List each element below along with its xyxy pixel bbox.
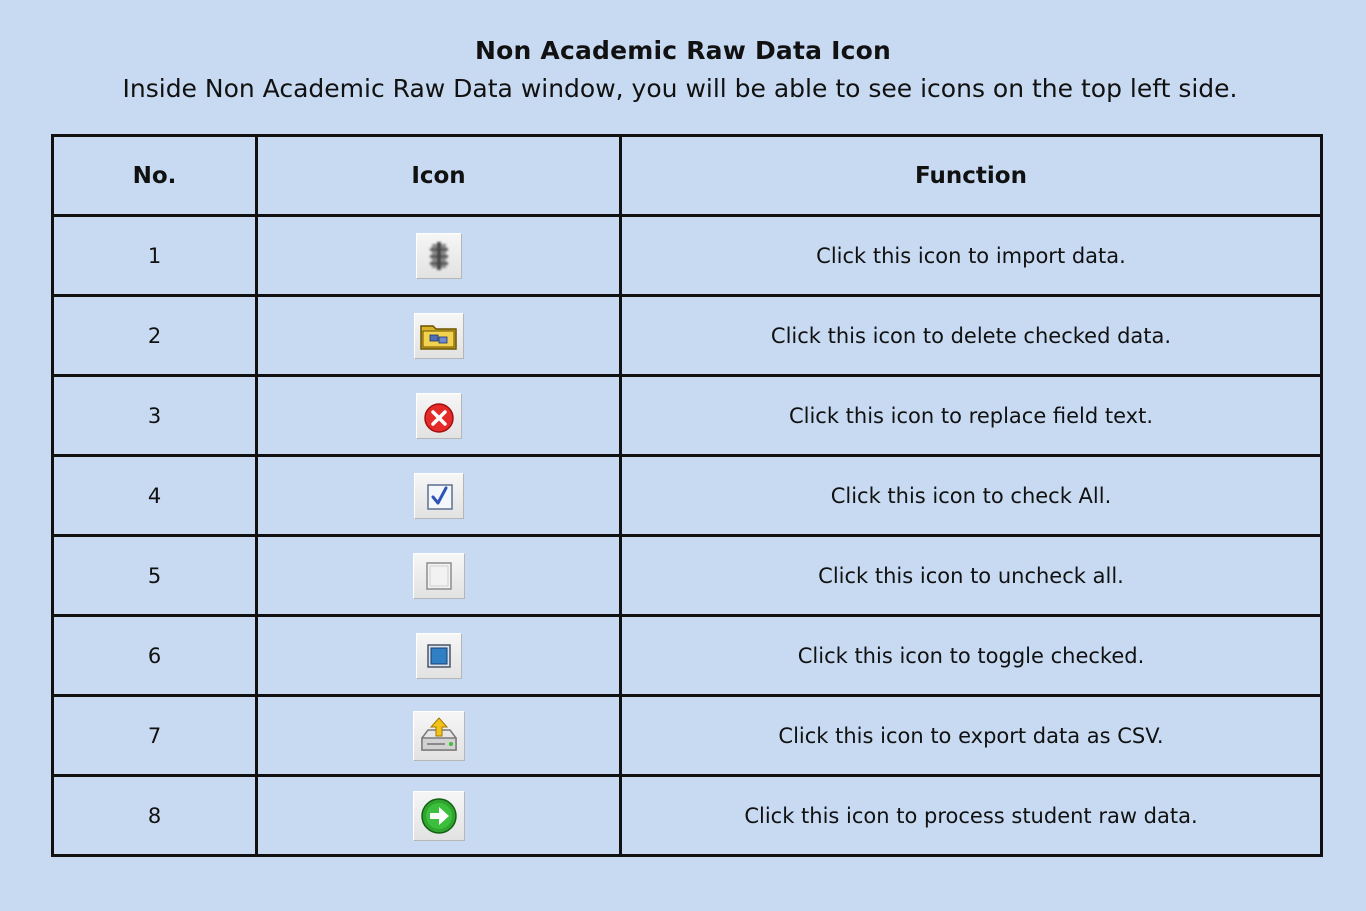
- red-x-icon: [416, 393, 462, 439]
- icon-cell: [257, 456, 621, 536]
- function-description: Click this icon to delete checked data.: [621, 296, 1322, 376]
- column-header-icon: Icon: [257, 136, 621, 216]
- table-row: [53, 296, 1322, 376]
- table-row: [53, 376, 1322, 456]
- function-description: Click this icon to import data.: [621, 216, 1322, 296]
- check-all-icon: [414, 473, 464, 519]
- icon-cell: [257, 376, 621, 456]
- icon-cell: [257, 536, 621, 616]
- table-row: [53, 216, 1322, 296]
- icon-cell: [257, 616, 621, 696]
- row-number: 1: [53, 216, 257, 296]
- table-row: [53, 776, 1322, 856]
- table-row: [53, 456, 1322, 536]
- icon-cell: [257, 296, 621, 376]
- uncheck-all-icon: [413, 553, 465, 599]
- page-subtitle: Inside Non Academic Raw Data window, you will be able to see icons on the top left side.: [122, 74, 1238, 103]
- table-row: [53, 616, 1322, 696]
- function-description: Click this icon to check All.: [621, 456, 1322, 536]
- function-description: Click this icon to toggle checked.: [621, 616, 1322, 696]
- icon-cell: [257, 696, 621, 776]
- function-description: Click this icon to export data as CSV.: [621, 696, 1322, 776]
- icon-function-table: [51, 134, 1323, 857]
- function-description: Click this icon to replace field text.: [621, 376, 1322, 456]
- row-number: 3: [53, 376, 257, 456]
- icon-cell: [257, 216, 621, 296]
- row-number: 6: [53, 616, 257, 696]
- import-data-icon: [416, 233, 462, 279]
- icon-cell: [257, 776, 621, 856]
- table-row: [53, 536, 1322, 616]
- toggle-checked-icon: [416, 633, 462, 679]
- row-number: 8: [53, 776, 257, 856]
- row-number: 5: [53, 536, 257, 616]
- green-arrow-icon: [413, 791, 465, 841]
- row-number: 4: [53, 456, 257, 536]
- table-row: [53, 696, 1322, 776]
- row-number: 2: [53, 296, 257, 376]
- export-csv-icon: [413, 711, 465, 761]
- function-description: Click this icon to process student raw data.: [621, 776, 1322, 856]
- table-header-row: [53, 136, 1322, 216]
- page-title: Non Academic Raw Data Icon: [475, 36, 891, 65]
- column-header-function: Function: [621, 136, 1322, 216]
- delete-checked-icon: [414, 313, 464, 359]
- row-number: 7: [53, 696, 257, 776]
- function-description: Click this icon to uncheck all.: [621, 536, 1322, 616]
- column-header-no: No.: [53, 136, 257, 216]
